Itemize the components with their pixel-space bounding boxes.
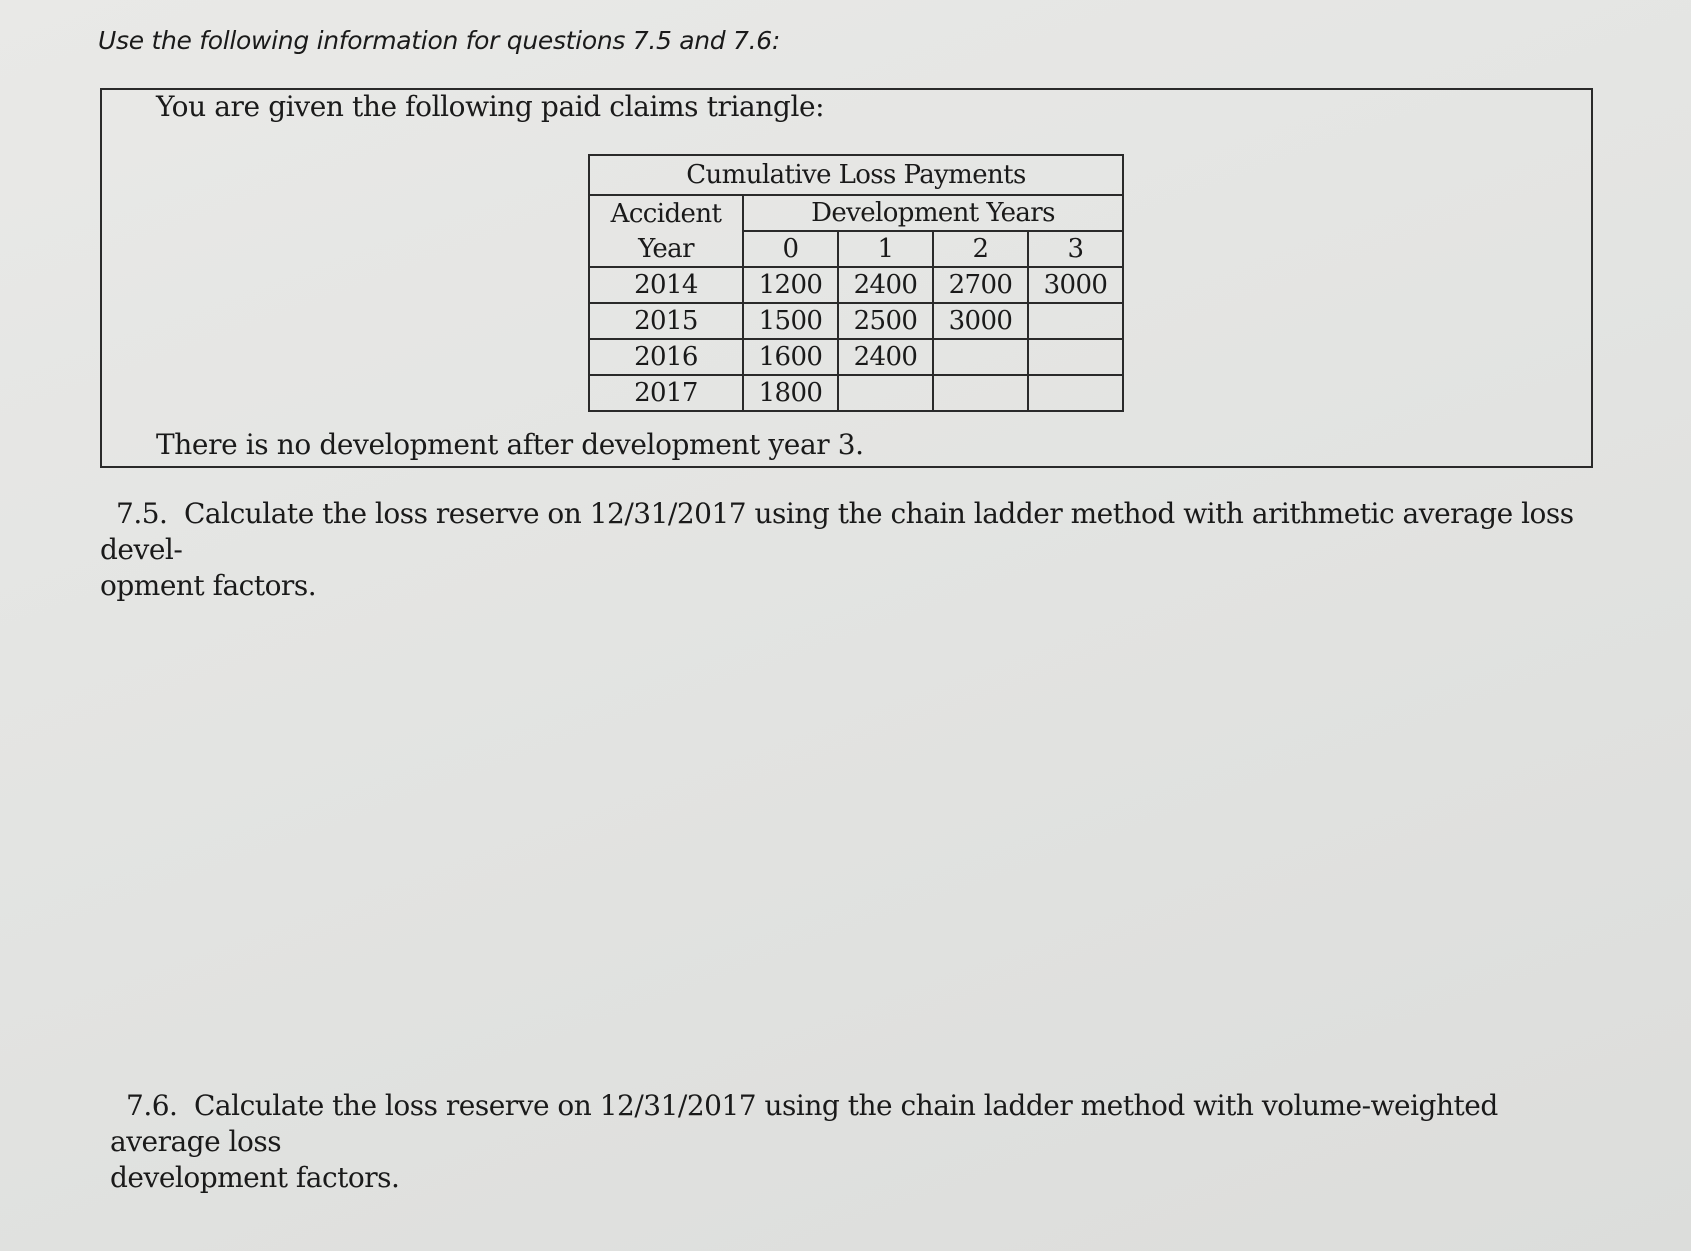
value-cell: 3000 — [933, 303, 1028, 339]
question-7-5 — [100, 496, 1600, 604]
question-text: Calculate the loss reserve on 12/31/2017 using the chain ladder method with arithmetic average loss devel- — [100, 497, 1574, 566]
value-cell: 2500 — [838, 303, 933, 339]
table-row — [589, 375, 1123, 411]
row-header-accident: Accident — [589, 195, 743, 231]
value-cell: 2400 — [838, 339, 933, 375]
question-number: 7.5. — [116, 497, 168, 530]
value-cell — [1028, 303, 1123, 339]
value-cell: 2400 — [838, 267, 933, 303]
accident-year-cell: 2016 — [589, 339, 743, 375]
no-development-note: There is no development after development year 3. — [156, 428, 864, 461]
given-text: You are given the following paid claims triangle: — [156, 90, 825, 123]
value-cell: 1200 — [743, 267, 838, 303]
table-row — [589, 303, 1123, 339]
table-row — [589, 339, 1123, 375]
value-cell — [933, 375, 1028, 411]
value-cell — [1028, 375, 1123, 411]
value-cell: 2700 — [933, 267, 1028, 303]
question-text-continued: development factors. — [110, 1161, 400, 1194]
value-cell: 1800 — [743, 375, 838, 411]
value-cell — [1028, 339, 1123, 375]
table-caption: Cumulative Loss Payments — [589, 155, 1123, 195]
accident-year-cell: 2015 — [589, 303, 743, 339]
question-number: 7.6. — [126, 1089, 178, 1122]
value-cell: 1500 — [743, 303, 838, 339]
question-text: Calculate the loss reserve on 12/31/2017 using the chain ladder method with volume-weighted average loss — [110, 1089, 1498, 1158]
accident-year-cell: 2014 — [589, 267, 743, 303]
question-text-continued: opment factors. — [100, 569, 317, 602]
dev-year-header: 0 — [743, 231, 838, 267]
dev-years-header: Development Years — [743, 195, 1123, 231]
table-row — [589, 267, 1123, 303]
value-cell — [838, 375, 933, 411]
intro-text: Use the following information for questions 7.5 and 7.6: — [98, 26, 781, 55]
question-7-6 — [110, 1088, 1610, 1196]
value-cell: 3000 — [1028, 267, 1123, 303]
accident-year-cell: 2017 — [589, 375, 743, 411]
value-cell — [933, 339, 1028, 375]
value-cell: 1600 — [743, 339, 838, 375]
dev-year-header: 2 — [933, 231, 1028, 267]
dev-year-header: 1 — [838, 231, 933, 267]
row-header-year: Year — [589, 231, 743, 267]
claims-triangle-table — [588, 154, 1124, 412]
dev-year-header: 3 — [1028, 231, 1123, 267]
